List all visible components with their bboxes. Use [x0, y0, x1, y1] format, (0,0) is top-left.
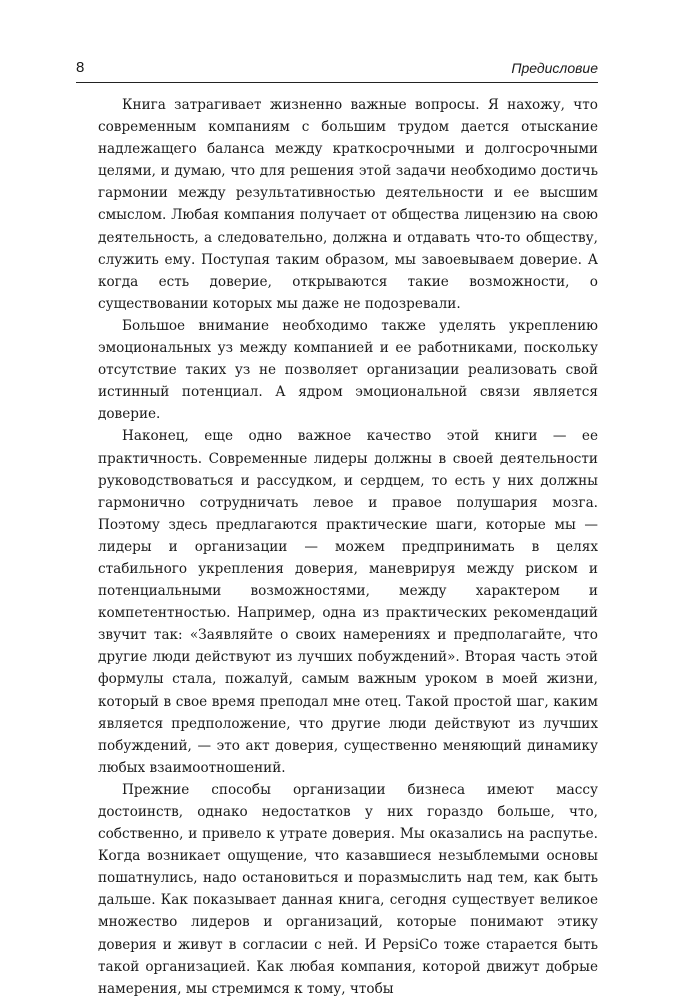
paragraph-3: Наконец, еще одно важное качество этой книги — ее практичность. Современные лидеры должны в своей деятельности руководствоваться и рассудком, и сердцем, то есть у них должны гармонично сотрудничать левое и правое полушария мозга. Поэтому здесь предлагаются практические шаги, которые мы — лидеры и организации — можем предпринимать в целях стабильного укрепления доверия, маневрируя между риском и потенциальными возможностями, между характером и компетентностью. Например, одна из практических рекомендаций звучит так: «Заявляйте о своих намерениях и предполагайте, что другие люди действуют из лучших побуждений». Вторая часть этой формулы стала, пожалуй, самым важным уроком в моей жизни, который в свое время преподал мне отец. Такой простой шаг, каким является предположение, что другие люди действуют из лучших побуждений, — это акт доверия, существенно меняющий динамику любых взаимоотношений.: [98, 428, 598, 776]
body-text: [98, 94, 598, 1000]
page-number: 8: [76, 59, 85, 76]
paragraph-4: Прежние способы организации бизнеса имеют массу достоинств, однако недостатков у них гораздо больше, что, собственно, и привело к утрате доверия. Мы оказались на распутье. Когда возникает ощущение, что казавшиеся незыблемыми основы пошатнулись, надо остановиться и поразмыслить над тем, как быть дальше. Как показывает данная книга, сегодня существует великое множество лидеров и организаций, которые понимают этику доверия и живут в согласии с ней. И PepsiCo тоже старается быть такой организацией. Как любая компания, которой движут добрые намерения, мы стремимся к тому, чтобы: [98, 781, 598, 997]
page-header: [76, 58, 598, 83]
paragraph-2: Большое внимание необходимо также уделять укреплению эмоциональных уз между компанией и ее работниками, поскольку отсутствие таких уз не позволяет организации реализовать свой истинный потенциал. А ядром эмоциональной связи является доверие.: [98, 317, 598, 423]
running-title: Предисловие: [511, 60, 598, 76]
paragraph-1: Книга затрагивает жизненно важные вопросы. Я нахожу, что современным компаниям с большим трудом дается отыскание надлежащего баланса между краткосрочными и долгосрочными целями, и думаю, что для решения этой задачи необходимо достичь гармонии между результативностью деятельности и ее высшим смыслом. Любая компания получает от общества лицензию на свою деятельность, а следовательно, должна и отдавать что-то обществу, служить ему. Поступая таким образом, мы завоевываем доверие. А когда есть доверие, открываются такие возможности, о существовании которых мы даже не подозревали.: [98, 97, 598, 312]
